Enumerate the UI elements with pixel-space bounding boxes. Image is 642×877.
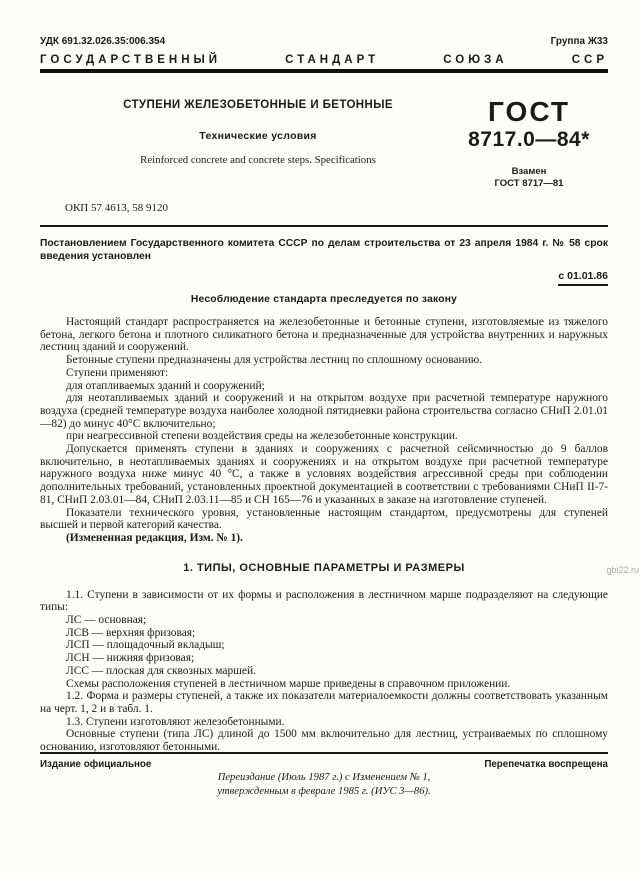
list-item: ЛСВ — верхняя фризовая; — [66, 626, 196, 639]
effective-date — [40, 270, 608, 282]
paragraph: Схемы расположения ступеней в лестничном марше приведены в справочном приложении. — [66, 677, 511, 690]
section-1-body — [40, 589, 608, 754]
udk-code: УДК 691.32.026.35:006.354 — [40, 36, 166, 47]
group-code: Группа Ж33 — [550, 36, 608, 47]
gost-number: 8717.0—84* — [468, 128, 590, 151]
paragraph: Ступени применяют: — [66, 366, 169, 379]
official-edition-label: Издание официальное — [40, 759, 152, 770]
replaces-number: ГОСТ 8717—81 — [494, 178, 564, 189]
decree-paragraph: Постановлением Государственного комитета СССР по делам строительства от 23 апреля 1984 г. № 58 срок введения установлен — [40, 238, 608, 262]
document-title: СТУПЕНИ ЖЕЛЕЗОБЕТОННЫЕ И БЕТОННЫЕ — [123, 99, 393, 111]
list-item: ЛСП — площадочный вкладыш; — [66, 639, 225, 652]
paragraph: 1.1. Ступени в зависимости от их формы и расположения в лестничном марше подразделяют на следующие типы: — [40, 588, 608, 614]
paragraph: 1.2. Форма и размеры ступеней, а также их показатели материалоемкости должны соответствовать указанным на черт. 1, 2 и в табл. 1. — [40, 690, 608, 715]
state-standard-line: ГОСУДАРСТВЕННЫЙ СТАНДАРТ СОЮЗА ССР — [40, 54, 608, 66]
replaces-block — [450, 166, 608, 190]
effective-date-value: с 01.01.86 — [558, 270, 608, 286]
paragraph: при неагрессивной степени воздействия среды на железобетонные конструкции. — [66, 430, 458, 443]
title-block — [40, 96, 608, 190]
gost-label: ГОСТ — [488, 96, 570, 127]
footer-row — [40, 759, 608, 770]
intro-section — [40, 316, 608, 545]
footer-divider — [40, 752, 608, 754]
okp-codes: ОКП 57 4613, 58 9120 — [65, 202, 168, 214]
reissue-note — [40, 771, 608, 798]
document-subtitle-english: Reinforced concrete and concrete steps. Specifications — [140, 154, 376, 166]
document-subtitle: Технические условия — [199, 130, 317, 142]
law-notice: Несоблюдение стандарта преследуется по закону — [190, 294, 458, 305]
paragraph: Настоящий стандарт распространяется на железобетонные и бетонные ступени, изготовляемые из тяжелого бетона, легкого бетона и плотного силикатного бетона и предназначенные для устройства внутренних и наружных лестниц зданий и сооружений. — [40, 316, 608, 354]
list-item: ЛСС — плоская для сквозных маршей. — [66, 664, 256, 677]
paragraph: для неотапливаемых зданий и сооружений и на открытом воздухе при расчетной температуре наружного воздуха (средней температуре воздуха наиболее холодной пятидневки района строительства согласно СНиП 2.01.01—82) до минус 40°С включительно; — [40, 392, 608, 430]
paragraph: Бетонные ступени предназначены для устройства лестниц по сплошному основанию. — [66, 354, 483, 367]
top-row — [40, 36, 608, 47]
list-item: ЛС — основная; — [66, 614, 147, 627]
gost-designation-block — [450, 96, 608, 190]
list-item: ЛСН — нижняя фризовая; — [66, 652, 195, 665]
site-watermark: gbi22.ru — [606, 565, 639, 575]
decree-divider — [40, 225, 608, 227]
paragraph: Основные ступени (типа ЛС) длиной до 1500 мм включительно для лестниц, устраиваемых по сплошному основанию, изготовляют бетонными. — [40, 728, 608, 754]
paragraph: для отапливаемых зданий и сооружений; — [66, 379, 265, 392]
reprint-prohibited-label: Перепечатка воспрещена — [484, 759, 608, 770]
paragraph: Допускается применять ступени в зданиях и сооружениях с расчетной сейсмичностью до 9 баллов включительно, в неотапливаемых зданиях и сооружениях и на открытом воздухе при расчетной температуре наружного воздуха ниже минус 40 °С, а также в условиях воздействия агрессивной среды при соблюдении дополнительных требований, установленных проектной документацией в соответствии с требованиями СНиП II-7-81, СНиП 2.03.01—84, СНиП 2.03.11—85 и СН 165—76 и указанных в заказе на изготовление ступеней. — [40, 443, 608, 506]
header-rule — [40, 69, 608, 73]
replaces-label: Взамен — [511, 166, 547, 177]
reissue-note-line1: Переиздание (Июль 1987 г.) с Изменением № 1, — [217, 772, 431, 783]
section-1-heading: 1. ТИПЫ, ОСНОВНЫЕ ПАРАМЕТРЫ И РАЗМЕРЫ — [183, 561, 465, 574]
paragraph: 1.3. Ступени изготовляют железобетонными. — [66, 715, 285, 728]
paragraph: Показатели технического уровня, установленные настоящим стандартом, предусмотрены для ступеней высшей и первой категорий качества. — [40, 506, 608, 532]
reissue-note-line2: утвержденным в феврале 1985 г. (ИУС 3—86). — [217, 785, 431, 797]
title-left-column — [40, 99, 450, 190]
amendment-note: (Измененная редакция, Изм. № 1). — [66, 531, 243, 544]
page-footer — [40, 752, 608, 798]
